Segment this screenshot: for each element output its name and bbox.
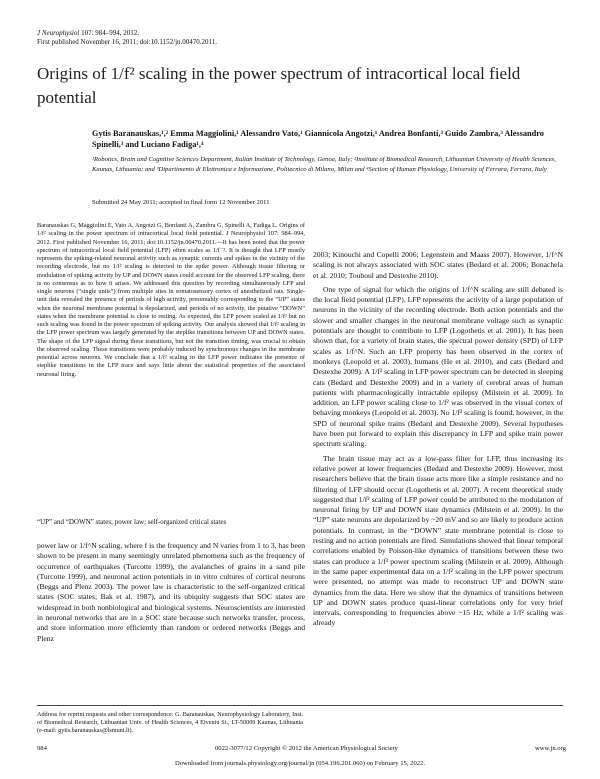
article-title: Origins of 1/f² scaling in the power spectrum of intracortical local field potential xyxy=(37,64,521,107)
journal-site[interactable]: www.jn.org xyxy=(535,745,566,752)
copyright-line: 0022-3077/12 Copyright © 2012 the American Physiological Society xyxy=(215,745,398,752)
correspondence-note: Address for reprint requests and other correspondence: G. Baranauskas, Neurophysiology Laboratory, Inst. of Biomedical Research, Lithuanian Univ. of Health Sciences, 4 Eiveniu St., LT-50009 Kaunas, Lithuania (e-mail: gytis.baranauskas@lsmuni.lt). xyxy=(37,711,303,735)
right-paragraph-1: 2003; Kinouchi and Copelli 2006; Legenstein and Maass 2007). However, 1/f^N scaling is not always associated with SOC states (Bedard et al. 2006; Bonachela et al. 2010; Touboul and Destexhe 2010). xyxy=(313,250,563,280)
download-notice: Downloaded from journals.physiology.org/journal/jn (054.196.201.060) on February 15, 2022. xyxy=(175,760,425,767)
page-number: 984 xyxy=(37,745,47,752)
keywords: “UP” and “DOWN” states; power law; self-organized critical states xyxy=(37,518,227,526)
abstract: Baranauskas G, Maggiolini E, Vato A, Angotzi G, Bonfanti A, Zambra G, Spinelli A, Fadiga L. Origins of 1/f² scaling in the power spectrum of intracortical local field potential. J Neurophysiol 107: 984–994, 2012. First published November 16, 2011; doi:10.1152/jn.00470.2011.—It has been noted that the power spectrum of intracortical local field potential (LFP) often scales as 1/f⁻². It is thought that LFP mostly represents the spiking-related neuronal activity such as synaptic currents and spikes in the vicinity of the recording electrode, but no 1/f² scaling is detected in the spike power. Although tissue filtering or modulation of spiking activity by UP and DOWN states could account for the observed LFP scaling, there is no consensus as to how it arises. We addressed this question by recording simultaneously LFP and single neurons (“single units”) from multiple sites in somatosensory cortex of anesthetized rats. Single-unit data revealed the presence of periods of high activity, presumably corresponding to the “UP” states when the neuronal membrane potential is depolarized, and periods of no activity, the putative “DOWN” states when the membrane potential is close to resting. As expected, the LFP power scaled as 1/f² but no such scaling was found in the power spectrum of spiking activity. Our analysis showed that 1/f² scaling in the LFP power spectrum was largely generated by the steplike transitions between UP and DOWN states. The shape of the LFP signal during these transitions, but not the transition timing, was crucial to obtain the observed scaling. These transitions were probably induced by synchronous changes in the membrane potential across neurons. We conclude that a 1/f² scaling in the LFP power indicates the presence of steplike transitions in the LFP trace and says little about the statistical properties of the associated neuronal firing. xyxy=(37,222,305,378)
running-header xyxy=(37,29,217,47)
right-paragraph-2: One type of signal for which the origins of 1/f^N scaling are still debated is the local field potential (LFP). LFP represents the activity of a large population of neurons in the vicinity of the recording electrode. Both action potentials and the slower and smaller changes in the neuronal membrane voltage such as synaptic potentials are thought to contribute to LFP (Logothetis et al. 2001). It has been shown that, for a variety of brain states, the spectral power density (SPD) of LFP scales as 1/f^N. Such an LFP property has been observed in the cortex of monkeys (Leopold et al. 2003), humans (He et al. 2010), and cats (Bedard and Destexhe 2009). A 1/f² scaling in LFP power spectrum can be detected in sleeping cats (Bedard and Destexhe 2009) and in a variety of cerebral areas of human patients with pharmacologically intractable epilepsy (Milstein et al. 2009). In addition, an LFP power scaling close to 1/f² was observed in the visual cortex of behaving monkeys (Leopold et al. 2003). No 1/f² scaling is found, however, in the SPD of neuronal spike trains (Bedard and Destexhe 2009). Several hypotheses have been put forward to explain this discrepancy in LFP and spike train power spectrum scaling. xyxy=(313,284,563,449)
journal-name: J Neurophysiol xyxy=(37,29,80,37)
right-column xyxy=(313,250,563,633)
author-list: Gytis Baranauskas,¹,² Emma Maggiolini,¹ Alessandro Vato,¹ Giannicola Angotzi,¹ Andrea Bonfanti,³ Guido Zambra,³ Alessandro Spinelli,³ and Luciano Fadiga¹,⁴ xyxy=(92,129,544,149)
right-paragraph-3: The brain tissue may act as a low-pass filter for LFP, thus increasing its relative power at lower frequencies (Bedard and Destexhe 2009). However, most researchers believe that the brain tissue acts more like a simple resistance and no filtering of LFP should occur (Logothetis et al. 2007). A recent theoretical study suggested that 1/f² scaling of LFP power could be attributed to the modulation of neuronal firing by UP and DOWN state dynamics (Milstein et al. 2009). In the “UP” state neurons are depolarized by ~20 mV and so are likely to produce action potentials. In contrast, in the “DOWN” state membrane potential is close to resting and no action potentials are fired. Simulations showed that linear temporal correlations enabled by Poisson-like dynamics of transitions between these two states can produce a 1/f² power spectrum scaling (Milstein et al. 2009). Although in the same paper experimental data on a 1/f² scaling in the LFP power spectrum were presented, no attempt was made to reconstruct UP and DOWN state dynamics from the data. Here we show that the dynamics of transitions between UP and DOWN states produce quasi-linear correlations only for very brief intervals, corresponding to frequencies above ~15 Hz, while a 1/f² scaling was already xyxy=(313,453,563,628)
affiliations: ¹Robotics, Brain and Cognitive Sciences Department, Italian Institute of Technology, Genoa, Italy; ²Institute of Biomedical Research, Lithuanian University of Health Sciences, Kaunas, Lithuania; and ³Dipartimento di Elettronica e Informazione, Politecnico di Milano, Milan and ⁴Section of Human Physiology, University of Ferrara, Ferrara, Italy xyxy=(92,156,556,173)
introduction-text: power law or 1/f^N scaling, where f is the frequency and N varies from 1 to 3, has been shown to be present in many seemingly unrelated phenomena such as the frequency of occurrence of earthquakes (Turcotte 1999), the avalanches of grains in a sand pile (Turcotte 1999), and neuronal action potentials in in vitro cultures of cortical neurons (Beggs and Plenz 2003). The power law is characteristic to the self-organized critical states (SOC states; Bak et al. 1987), and its ubiquity suggests that SOC states are widespread in both nonbiological and biological systems. Neuroscientists are interested in neuronal networks that are in a SOC state because such networks transfer, process, and store information more efficiently than random or ordered networks (Beggs and Plenz xyxy=(37,541,305,643)
submission-dates: Submitted 24 May 2011; accepted in final form 12 November 2011 xyxy=(92,199,270,206)
published-line: First published November 16, 2011; doi:10.1152/jn.00470.2011. xyxy=(37,38,218,46)
footnote-divider xyxy=(37,705,563,706)
citation: 107: 984–994, 2012. xyxy=(81,29,140,37)
